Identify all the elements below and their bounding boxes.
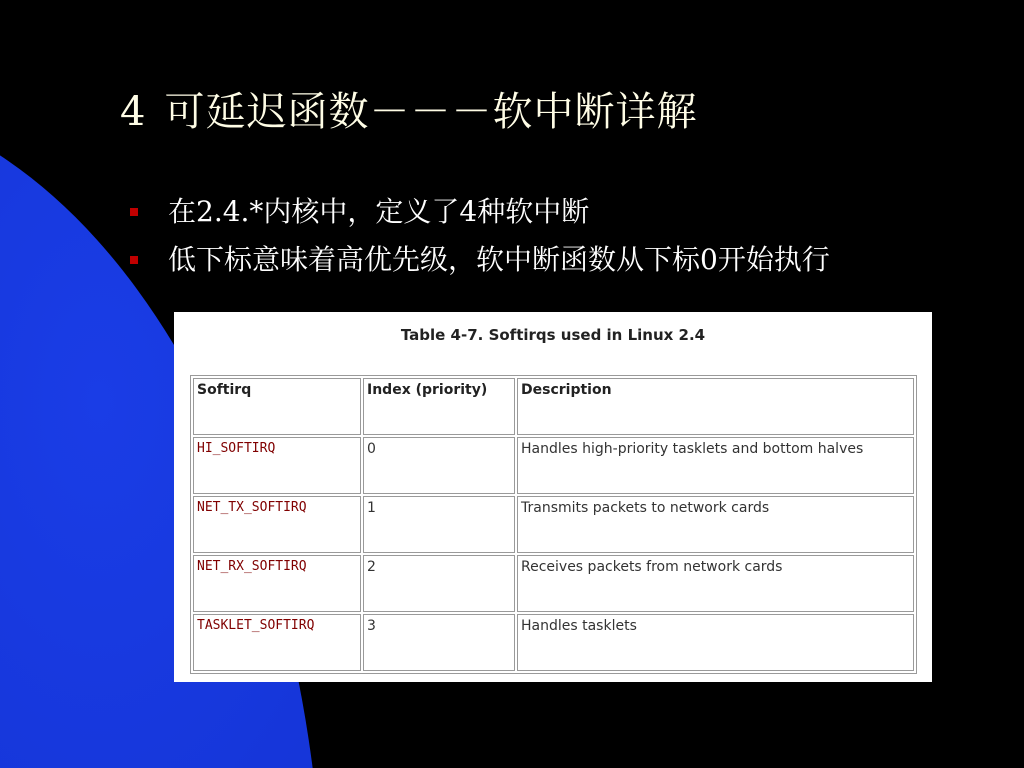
title-text: 可延迟函数－－－软中断详解 xyxy=(164,89,698,135)
softirq-name-cell: TASKLET_SOFTIRQ xyxy=(193,614,361,671)
index-cell: 0 xyxy=(363,437,515,494)
table-row xyxy=(193,437,914,494)
index-cell: 2 xyxy=(363,555,515,612)
description-cell: Transmits packets to network cards xyxy=(517,496,914,553)
index-cell: 1 xyxy=(363,496,515,553)
bullet-item xyxy=(130,192,830,240)
table-caption: Table 4-7. Softirqs used in Linux 2.4 xyxy=(400,326,706,344)
softirq-table-figure xyxy=(174,312,932,682)
description-cell: Handles tasklets xyxy=(517,614,914,671)
table-header-row xyxy=(193,378,914,435)
column-header-description: Description xyxy=(517,378,914,435)
bullet-list xyxy=(130,192,830,288)
description-cell: Handles high-priority tasklets and bottom halves xyxy=(517,437,914,494)
column-header-index: Index (priority) xyxy=(363,378,515,435)
table-row xyxy=(193,555,914,612)
softirq-name-cell: NET_RX_SOFTIRQ xyxy=(193,555,361,612)
index-cell: 3 xyxy=(363,614,515,671)
description-cell: Receives packets from network cards xyxy=(517,555,914,612)
title-number: 4 xyxy=(120,89,147,135)
softirq-table xyxy=(190,375,917,674)
column-header-softirq: Softirq xyxy=(193,378,361,435)
table-row xyxy=(193,496,914,553)
square-bullet-icon xyxy=(130,256,138,264)
bullet-item xyxy=(130,240,830,288)
bullet-text: 低下标意味着高优先级，软中断函数从下标0开始执行 xyxy=(168,243,830,276)
softirq-name-cell: NET_TX_SOFTIRQ xyxy=(193,496,361,553)
bullet-text: 在2.4.*内核中，定义了4种软中断 xyxy=(168,195,590,228)
square-bullet-icon xyxy=(130,208,138,216)
table-row xyxy=(193,614,914,671)
softirq-name-cell: HI_SOFTIRQ xyxy=(193,437,361,494)
slide-title xyxy=(120,80,697,137)
